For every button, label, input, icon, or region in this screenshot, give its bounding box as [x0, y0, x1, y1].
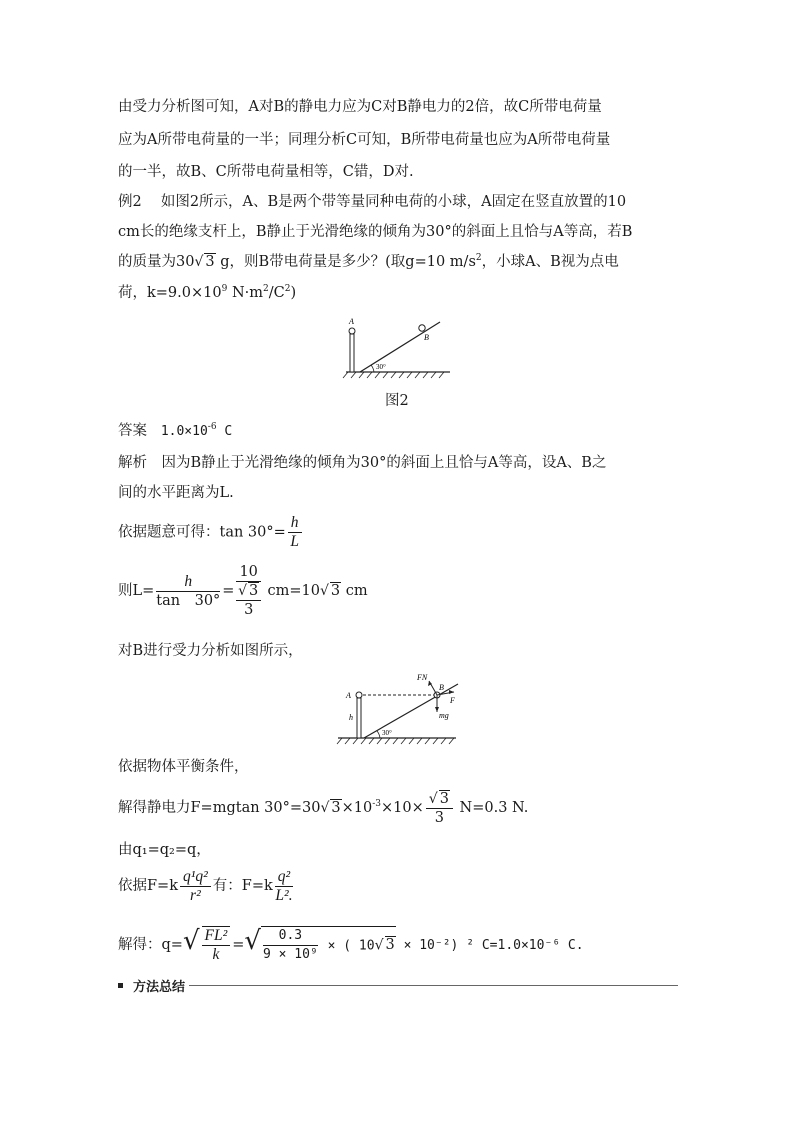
tan-den: L [290, 533, 299, 550]
ex4d: 2 [263, 284, 269, 294]
L-label: 则L= [118, 583, 155, 599]
law-num: q¹q² [180, 868, 211, 887]
sqrt-symbol: √ [194, 254, 204, 270]
tan-equation [118, 514, 304, 551]
fig2-angle: 30° [382, 729, 392, 737]
fig1-label-b: B [424, 333, 429, 342]
L-frac2-num: 10 [236, 563, 260, 582]
law-fraction2 [275, 868, 293, 905]
L-result-a: cm=10 [262, 583, 320, 599]
L-result-b: 3 [330, 583, 341, 599]
law-a: 依据F=k [118, 878, 178, 894]
para1-line2: 应为A所带电荷量的一半；同理分析C可知，B所带电荷量也应为A所带电荷量 [118, 132, 611, 148]
example-line2: cm长的绝缘支杆上，B静止于光滑绝缘的倾角为30°的斜面上且恰与A等高，若B [118, 224, 633, 240]
L-equation: 则L= $\frac{h}{\tan 30^\circ}$ = 10 √ 3 3 cm=10√ 3 cm [118, 564, 368, 618]
ex3c: g，则B带电荷量是多少？(取g=10 m/s [215, 254, 476, 270]
example-line3 [118, 252, 619, 272]
ex3a: 的质量为30 [118, 254, 195, 270]
F-frac-num: 3 [439, 790, 449, 807]
final-equation: 解得：q=√ $\frac{\text{FL²}}{k}$ =√ $\frac{0.3}{\text{9 × 10⁹}}$ × ( 10√ 3 × 10⁻²) ² C=1.0×10⁻⁶ C. [118, 926, 584, 963]
ex4c: N·m [227, 285, 263, 301]
ex4a: 荷，k=9.0×10 [118, 285, 222, 301]
F-f: N=0.3 N. [454, 800, 529, 816]
fig2-label-mg: mg [439, 711, 449, 720]
fig2-label-a: A [346, 691, 351, 700]
F-frac-den: 3 [434, 809, 444, 826]
final-num: FL² [202, 927, 231, 946]
fig2-label-fn: FN [417, 673, 428, 682]
final-root: 3 [385, 937, 395, 953]
answer-label: 答案 [118, 423, 147, 439]
final-big-root: $\frac{0.3}{\text{9 × 10⁹}}$ × ( 10√ 3 [263, 927, 395, 962]
fig2-label-f: F [450, 696, 455, 705]
ex4g: ) [290, 285, 297, 301]
L-frac2-den: 3 [244, 602, 254, 618]
law-den2: L². [275, 886, 293, 904]
ex4b: 9 [221, 284, 228, 294]
analysis-line2: 间的水平距离为L. [118, 485, 234, 501]
final-fraction2 [263, 927, 318, 964]
F-a: 解得静电力F=mgtan 30°=30 [118, 800, 321, 816]
fig2-label-h: h [349, 713, 353, 722]
law-den: r² [190, 886, 201, 904]
example-line1: 例2 如图2所示，A、B是两个带等量同种电荷的小球，A固定在竖直放置的10 [118, 194, 627, 210]
answer-line [118, 421, 232, 442]
final-mul: × ( 10 [319, 938, 375, 953]
tan-num: h [288, 514, 302, 533]
figure-incline-diagram [338, 312, 458, 380]
tan-label: 依据题意可得：tan 30°= [118, 524, 286, 541]
answer-value-c: C [216, 424, 233, 439]
tan-fraction [288, 514, 302, 551]
final-num2: 0.3 [263, 927, 318, 946]
section-divider [118, 976, 678, 996]
ex4e: /C [268, 285, 285, 301]
L-result-c: cm [341, 583, 368, 599]
ex3e: ，小球A、B视为点电 [481, 254, 619, 270]
law-num2: q² [275, 868, 293, 887]
L-fraction2: 10 √ 3 3 [236, 563, 260, 619]
F-d: -3 [372, 799, 382, 809]
final-den: k [212, 946, 220, 963]
ex3d: 2 [475, 253, 482, 263]
para1-line1: 由受力分析图可知，A对B的静电力应为C对B静电力的2倍，故C所带电荷量 [118, 99, 602, 115]
balance-line: 依据物体平衡条件， [118, 759, 249, 775]
coulomb-law-line [118, 867, 295, 905]
F-e: ×10× [381, 800, 424, 816]
ex3b: 3 [205, 254, 215, 270]
fig1-angle: 30° [376, 363, 386, 371]
force-equation: 解得静电力F=mgtan 30°=30√ $3\times 10^{-3}\times 10\times$ $\frac{√ 3}{3}$ N=0.3 N. [118, 790, 529, 826]
final-eq: = [232, 937, 245, 953]
L-eq: = [222, 583, 235, 599]
L-num: h [156, 573, 220, 592]
figure-caption: 图2 [385, 393, 409, 409]
F-fraction: $\frac{√ 3}{3}$ [426, 790, 453, 827]
para1-line3: 的一半，故B、C所带电荷量相等，C错，D对. [118, 164, 414, 180]
L-fraction [156, 573, 220, 610]
L-frac2-root: 3 [249, 583, 259, 599]
F-b: 3 [331, 800, 341, 816]
F-c: ×10 [341, 800, 373, 816]
final-fraction [202, 926, 231, 964]
fig1-label-a: A [349, 317, 354, 326]
figure-force-diagram [336, 672, 466, 746]
answer-value-b: -6 [207, 422, 217, 432]
final-den2: 9 × 10⁹ [263, 946, 318, 962]
final-a: 解得：q= [118, 937, 183, 953]
fig2-label-b: B [439, 683, 444, 692]
q-line: 由q₁=q₂=q， [118, 842, 211, 858]
answer-value-a: 1.0×10 [160, 424, 208, 439]
example-line4 [118, 283, 296, 303]
law-b: 有：F=k [212, 878, 273, 894]
final-tail: × 10⁻²) ² C=1.0×10⁻⁶ C. [395, 938, 584, 953]
analysis-line1: 解析 因为B静止于光滑绝缘的倾角为30°的斜面上且恰与A等高，设A、B之 [118, 455, 607, 471]
ex4f: 2 [284, 284, 291, 294]
section-title: 方法总结 [129, 976, 189, 995]
L-den: tan 30° [156, 592, 221, 609]
law-fraction [180, 868, 211, 905]
force-analysis-line: 对B进行受力分析如图所示， [118, 643, 303, 659]
